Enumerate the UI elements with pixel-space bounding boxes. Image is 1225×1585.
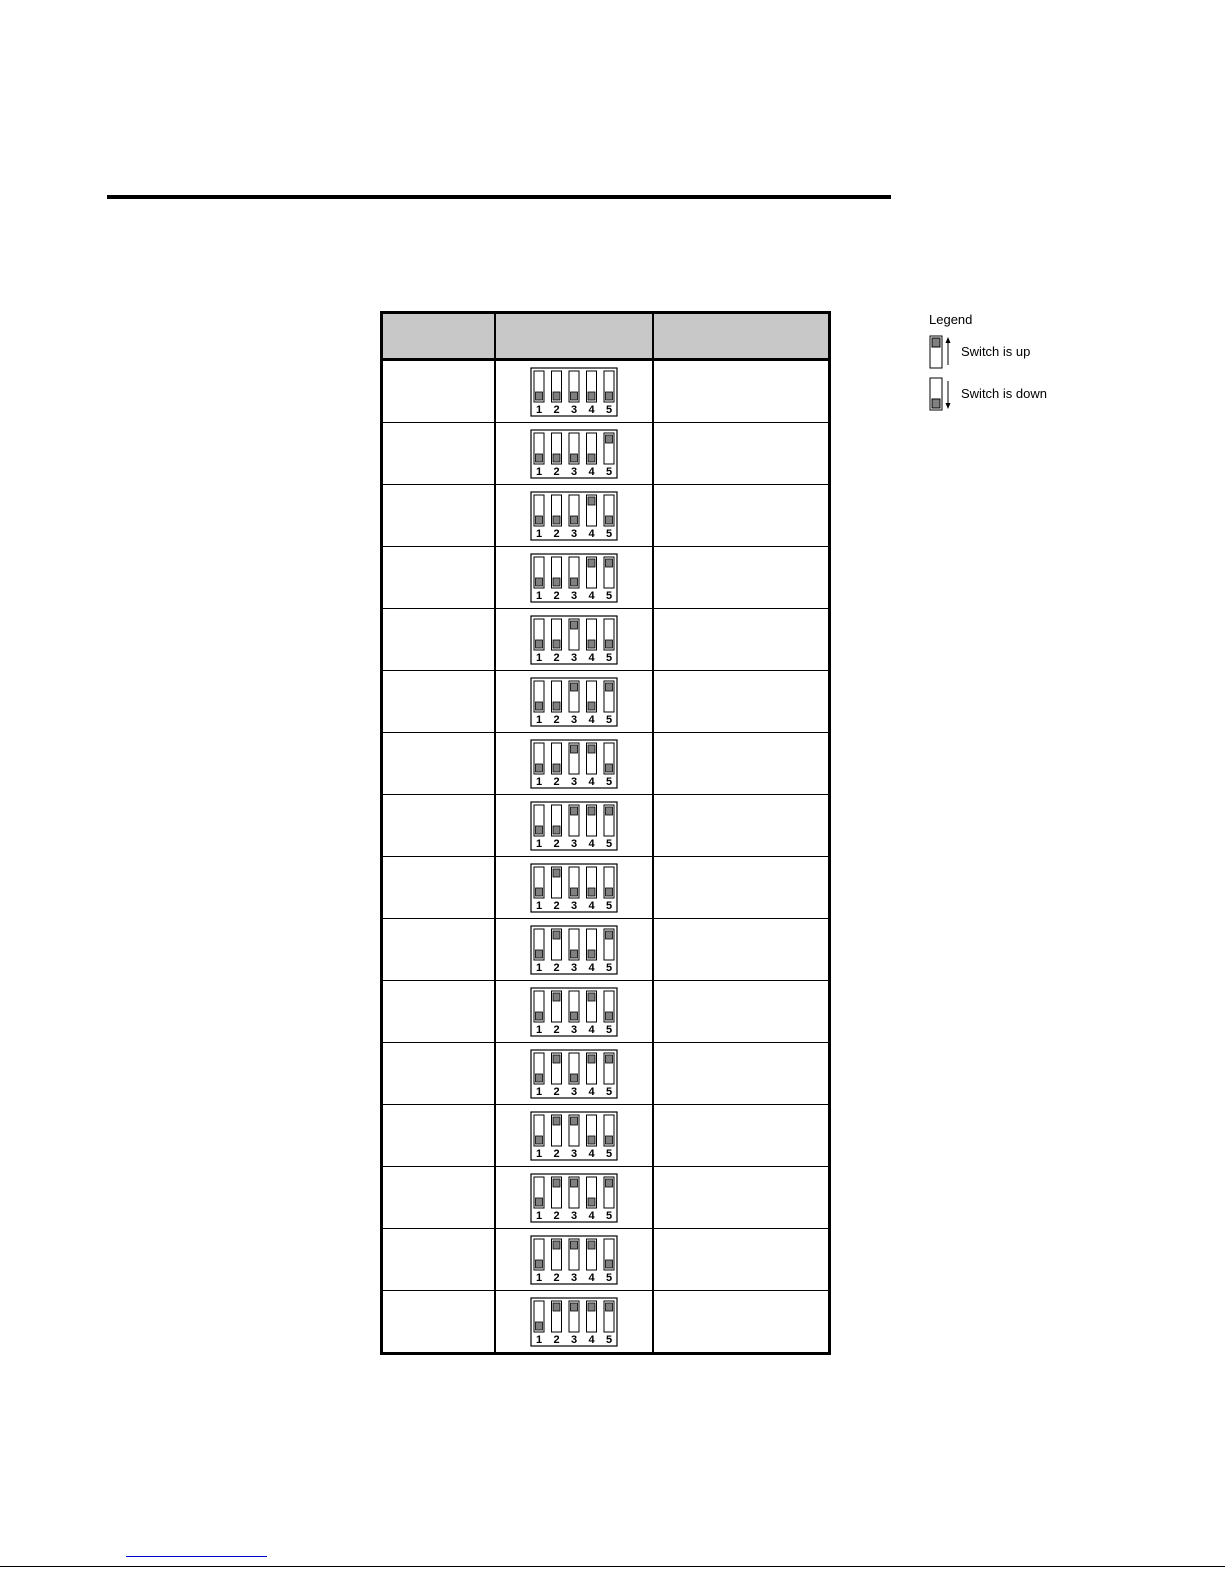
dip-switch-block: [530, 1049, 618, 1099]
row-note-cell: [653, 423, 829, 485]
dip-switch-cell: [495, 1229, 653, 1291]
switch-number-label: 4: [588, 1023, 595, 1036]
switch-knob-down: [606, 392, 613, 400]
switch-number-label: 4: [588, 465, 595, 478]
switch-knob-down: [553, 640, 560, 648]
row-note-cell: [653, 733, 829, 795]
table-row: [382, 1229, 830, 1291]
row-label-cell: [382, 423, 496, 485]
switch-knob-up: [606, 931, 613, 939]
row-label-cell: [382, 547, 496, 609]
switch-number-label: 1: [536, 775, 543, 788]
table-header-row: [382, 313, 830, 360]
table-row: [382, 1105, 830, 1167]
table-body: [382, 360, 830, 1354]
switch-knob-down: [536, 640, 543, 648]
dip-switch-cell: [495, 671, 653, 733]
switch-number-label: 1: [536, 713, 543, 726]
dip-switch-cell: [495, 795, 653, 857]
switch-number-label: 3: [571, 1147, 578, 1160]
switch-number-label: 4: [588, 403, 595, 416]
switch-knob-down: [606, 888, 613, 896]
dip-switch-table: [380, 311, 831, 1355]
switch-knob-down: [606, 1260, 613, 1268]
row-label-cell: [382, 1167, 496, 1229]
switch-number-label: 4: [588, 1333, 595, 1346]
footnote-separator: [126, 1556, 267, 1557]
switch-number-label: 4: [588, 1271, 595, 1284]
switch-number-label: 1: [536, 1209, 543, 1222]
row-label-cell: [382, 857, 496, 919]
switch-knob-down: [536, 764, 543, 772]
row-note-cell: [653, 857, 829, 919]
switch-knob-down: [571, 516, 578, 524]
switch-knob-up: [553, 869, 560, 877]
switch-number-label: 4: [588, 775, 595, 788]
table-row: [382, 981, 830, 1043]
row-note-cell: [653, 1043, 829, 1105]
switch-knob-up: [606, 1303, 613, 1311]
switch-knob-down: [536, 454, 543, 462]
switch-number-label: 5: [606, 403, 613, 416]
row-note-cell: [653, 671, 829, 733]
switch-knob-down: [553, 764, 560, 772]
dip-switch-cell: [495, 485, 653, 547]
switch-number-label: 3: [571, 1271, 578, 1284]
dip-switch-cell: [495, 609, 653, 671]
dip-switch-cell: [495, 1043, 653, 1105]
switch-number-label: 4: [588, 1147, 595, 1160]
switch-number-label: 5: [606, 961, 613, 974]
switch-knob-down: [606, 764, 613, 772]
switch-number-label: 2: [553, 1209, 560, 1222]
switch-knob-up: [571, 745, 578, 753]
row-note-cell: [653, 919, 829, 981]
switch-knob-down: [536, 578, 543, 586]
table-row: [382, 919, 830, 981]
switch-knob-down: [588, 640, 595, 648]
switch-knob-down: [553, 392, 560, 400]
row-note-cell: [653, 795, 829, 857]
switch-number-label: 5: [606, 1085, 613, 1098]
switch-knob-down: [536, 1322, 543, 1330]
switch-knob-down: [553, 702, 560, 710]
dip-switch-block: [530, 1173, 618, 1223]
row-label-cell: [382, 981, 496, 1043]
row-note-cell: [653, 547, 829, 609]
switch-knob-up: [606, 559, 613, 567]
switch-number-label: 1: [536, 899, 543, 912]
legend: [929, 312, 1109, 422]
dip-switch-cell: [495, 857, 653, 919]
switch-number-label: 2: [553, 651, 560, 664]
switch-knob-up: [588, 1303, 595, 1311]
table-row: [382, 795, 830, 857]
switch-number-label: 4: [588, 527, 595, 540]
dip-switch-cell: [495, 919, 653, 981]
switch-number-label: 5: [606, 1209, 613, 1222]
switch-knob-up: [606, 807, 613, 815]
switch-number-label: 3: [571, 899, 578, 912]
switch-number-label: 3: [571, 837, 578, 850]
switch-knob-down: [606, 1012, 613, 1020]
switch-number-label: 4: [588, 713, 595, 726]
dip-switch-block: [530, 367, 618, 417]
switch-knob-up: [553, 993, 560, 1001]
table-row: [382, 857, 830, 919]
switch-knob-up: [588, 559, 595, 567]
switch-knob-up: [606, 435, 613, 443]
switch-knob-down: [588, 702, 595, 710]
switch-knob-up: [571, 621, 578, 629]
switch-number-label: 5: [606, 465, 613, 478]
table-row: [382, 485, 830, 547]
switch-number-label: 1: [536, 1271, 543, 1284]
switch-knob-up: [588, 807, 595, 815]
row-label-cell: [382, 1229, 496, 1291]
dip-switch-block: [530, 1111, 618, 1161]
switch-number-label: 5: [606, 527, 613, 540]
legend-down-label: Switch is down: [961, 386, 1047, 401]
table-row: [382, 1043, 830, 1105]
dip-switch-block: [530, 429, 618, 479]
switch-knob-down: [588, 392, 595, 400]
switch-number-label: 4: [588, 899, 595, 912]
header-cell-1: [382, 313, 496, 360]
row-label-cell: [382, 1291, 496, 1354]
switch-up-icon: [929, 335, 953, 371]
switch-number-label: 2: [553, 713, 560, 726]
switch-number-label: 4: [588, 651, 595, 664]
switch-knob-down: [606, 516, 613, 524]
dip-switch-cell: [495, 1291, 653, 1354]
row-note-cell: [653, 485, 829, 547]
switch-knob-up: [588, 1241, 595, 1249]
switch-knob-down: [588, 1136, 595, 1144]
switch-knob-up: [588, 745, 595, 753]
switch-knob-up: [553, 1241, 560, 1249]
switch-number-label: 5: [606, 775, 613, 788]
switch-number-label: 3: [571, 713, 578, 726]
switch-number-label: 3: [571, 1333, 578, 1346]
switch-knob-down: [571, 392, 578, 400]
switch-number-label: 1: [536, 527, 543, 540]
row-label-cell: [382, 1105, 496, 1167]
switch-knob-down: [536, 1012, 543, 1020]
switch-knob-down: [536, 516, 543, 524]
switch-number-label: 2: [553, 775, 560, 788]
switch-number-label: 5: [606, 1271, 613, 1284]
switch-number-label: 2: [553, 899, 560, 912]
switch-knob-up: [571, 1179, 578, 1187]
switch-number-label: 5: [606, 713, 613, 726]
switch-knob-up: [553, 1179, 560, 1187]
legend-title: Legend: [929, 312, 973, 327]
switch-knob-down: [536, 1136, 543, 1144]
header-cell-2: [495, 313, 653, 360]
switch-number-label: 5: [606, 651, 613, 664]
switch-knob-down: [571, 578, 578, 586]
switch-knob-down: [588, 454, 595, 462]
row-label-cell: [382, 1043, 496, 1105]
table-row: [382, 360, 830, 423]
switch-number-label: 4: [588, 1085, 595, 1098]
switch-number-label: 1: [536, 837, 543, 850]
header-cell-3: [653, 313, 829, 360]
switch-number-label: 3: [571, 775, 578, 788]
switch-number-label: 1: [536, 465, 543, 478]
switch-number-label: 5: [606, 899, 613, 912]
switch-number-label: 3: [571, 1085, 578, 1098]
switch-knob-down: [571, 454, 578, 462]
dip-switch-cell: [495, 547, 653, 609]
switch-number-label: 2: [553, 589, 560, 602]
switch-knob-up: [571, 1117, 578, 1125]
switch-knob-up: [606, 1055, 613, 1063]
switch-number-label: 3: [571, 465, 578, 478]
switch-number-label: 1: [536, 403, 543, 416]
switch-knob-down: [553, 578, 560, 586]
dip-switch-block: [530, 801, 618, 851]
switch-number-label: 3: [571, 527, 578, 540]
dip-switch-block: [530, 553, 618, 603]
dip-switch-block: [530, 1235, 618, 1285]
table-row: [382, 733, 830, 795]
switch-number-label: 5: [606, 1147, 613, 1160]
switch-number-label: 1: [536, 1085, 543, 1098]
row-note-cell: [653, 609, 829, 671]
switch-knob-down: [588, 1198, 595, 1206]
switch-number-label: 2: [553, 1023, 560, 1036]
switch-knob-down: [606, 1136, 613, 1144]
dip-switch-cell: [495, 1105, 653, 1167]
switch-number-label: 5: [606, 589, 613, 602]
switch-knob-up: [553, 931, 560, 939]
switch-number-label: 4: [588, 589, 595, 602]
switch-knob-down: [553, 454, 560, 462]
switch-knob-down: [571, 1012, 578, 1020]
switch-number-label: 2: [553, 1085, 560, 1098]
row-label-cell: [382, 671, 496, 733]
switch-number-label: 4: [588, 961, 595, 974]
switch-number-label: 1: [536, 961, 543, 974]
switch-number-label: 1: [536, 651, 543, 664]
row-note-cell: [653, 1167, 829, 1229]
switch-number-label: 1: [536, 1147, 543, 1160]
switch-knob-down: [536, 392, 543, 400]
switch-knob-down: [536, 1260, 543, 1268]
switch-knob-up: [588, 497, 595, 505]
switch-knob-down: [606, 640, 613, 648]
row-label-cell: [382, 733, 496, 795]
switch-knob-up: [588, 993, 595, 1001]
switch-number-label: 5: [606, 1023, 613, 1036]
dip-switch-block: [530, 1297, 618, 1347]
switch-number-label: 3: [571, 1023, 578, 1036]
page-bottom-rule: [0, 1566, 1225, 1567]
table-row: [382, 547, 830, 609]
table-row: [382, 423, 830, 485]
dip-switch-cell: [495, 733, 653, 795]
switch-number-label: 4: [588, 837, 595, 850]
switch-number-label: 5: [606, 1333, 613, 1346]
dip-switch-block: [530, 739, 618, 789]
row-label-cell: [382, 795, 496, 857]
dip-switch-cell: [495, 1167, 653, 1229]
switch-number-label: 2: [553, 1333, 560, 1346]
switch-number-label: 2: [553, 403, 560, 416]
dip-switch-block: [530, 615, 618, 665]
row-note-cell: [653, 981, 829, 1043]
row-label-cell: [382, 360, 496, 423]
switch-knob-down: [571, 1074, 578, 1082]
switch-number-label: 3: [571, 1209, 578, 1222]
row-note-cell: [653, 1105, 829, 1167]
row-label-cell: [382, 609, 496, 671]
switch-knob-down: [571, 950, 578, 958]
switch-number-label: 1: [536, 589, 543, 602]
switch-knob-up: [571, 1303, 578, 1311]
switch-number-label: 3: [571, 403, 578, 416]
section-divider: [107, 195, 891, 199]
switch-knob-up: [553, 1117, 560, 1125]
switch-knob-down: [536, 888, 543, 896]
switch-knob-up: [606, 1179, 613, 1187]
switch-number-label: 3: [571, 961, 578, 974]
row-label-cell: [382, 485, 496, 547]
switch-number-label: 1: [536, 1023, 543, 1036]
table-row: [382, 671, 830, 733]
switch-number-label: 1: [536, 1333, 543, 1346]
table-row: [382, 609, 830, 671]
switch-knob-down: [536, 1198, 543, 1206]
switch-number-label: 2: [553, 527, 560, 540]
switch-number-label: 2: [553, 961, 560, 974]
dip-switch-block: [530, 987, 618, 1037]
table-row: [382, 1291, 830, 1354]
dip-switch-block: [530, 491, 618, 541]
switch-knob-down: [588, 888, 595, 896]
switch-knob-down: [588, 950, 595, 958]
switch-number-label: 3: [571, 589, 578, 602]
switch-number-label: 3: [571, 651, 578, 664]
switch-knob-down: [536, 826, 543, 834]
row-note-cell: [653, 1229, 829, 1291]
switch-number-label: 2: [553, 465, 560, 478]
switch-knob-down: [536, 1074, 543, 1082]
switch-number-label: 4: [588, 1209, 595, 1222]
switch-number-label: 2: [553, 1147, 560, 1160]
switch-knob-up: [588, 1055, 595, 1063]
dip-switch-cell: [495, 981, 653, 1043]
switch-number-label: 2: [553, 837, 560, 850]
table-row: [382, 1167, 830, 1229]
switch-knob-up: [571, 683, 578, 691]
switch-number-label: 5: [606, 837, 613, 850]
switch-knob-up: [553, 1055, 560, 1063]
switch-down-icon: [929, 377, 953, 413]
row-label-cell: [382, 919, 496, 981]
switch-knob-down: [536, 950, 543, 958]
dip-switch-block: [530, 863, 618, 913]
row-note-cell: [653, 1291, 829, 1354]
dip-switch-block: [530, 677, 618, 727]
switch-knob-down: [536, 702, 543, 710]
switch-knob-up: [571, 1241, 578, 1249]
dip-switch-block: [530, 925, 618, 975]
legend-up-label: Switch is up: [961, 344, 1031, 359]
switch-knob-up: [571, 807, 578, 815]
switch-knob-down: [553, 516, 560, 524]
switch-knob-down: [553, 826, 560, 834]
switch-knob-up: [606, 683, 613, 691]
switch-knob-down: [571, 888, 578, 896]
row-note-cell: [653, 360, 829, 423]
switch-knob-up: [553, 1303, 560, 1311]
dip-switch-cell: [495, 423, 653, 485]
dip-switch-cell: [495, 360, 653, 423]
switch-number-label: 2: [553, 1271, 560, 1284]
